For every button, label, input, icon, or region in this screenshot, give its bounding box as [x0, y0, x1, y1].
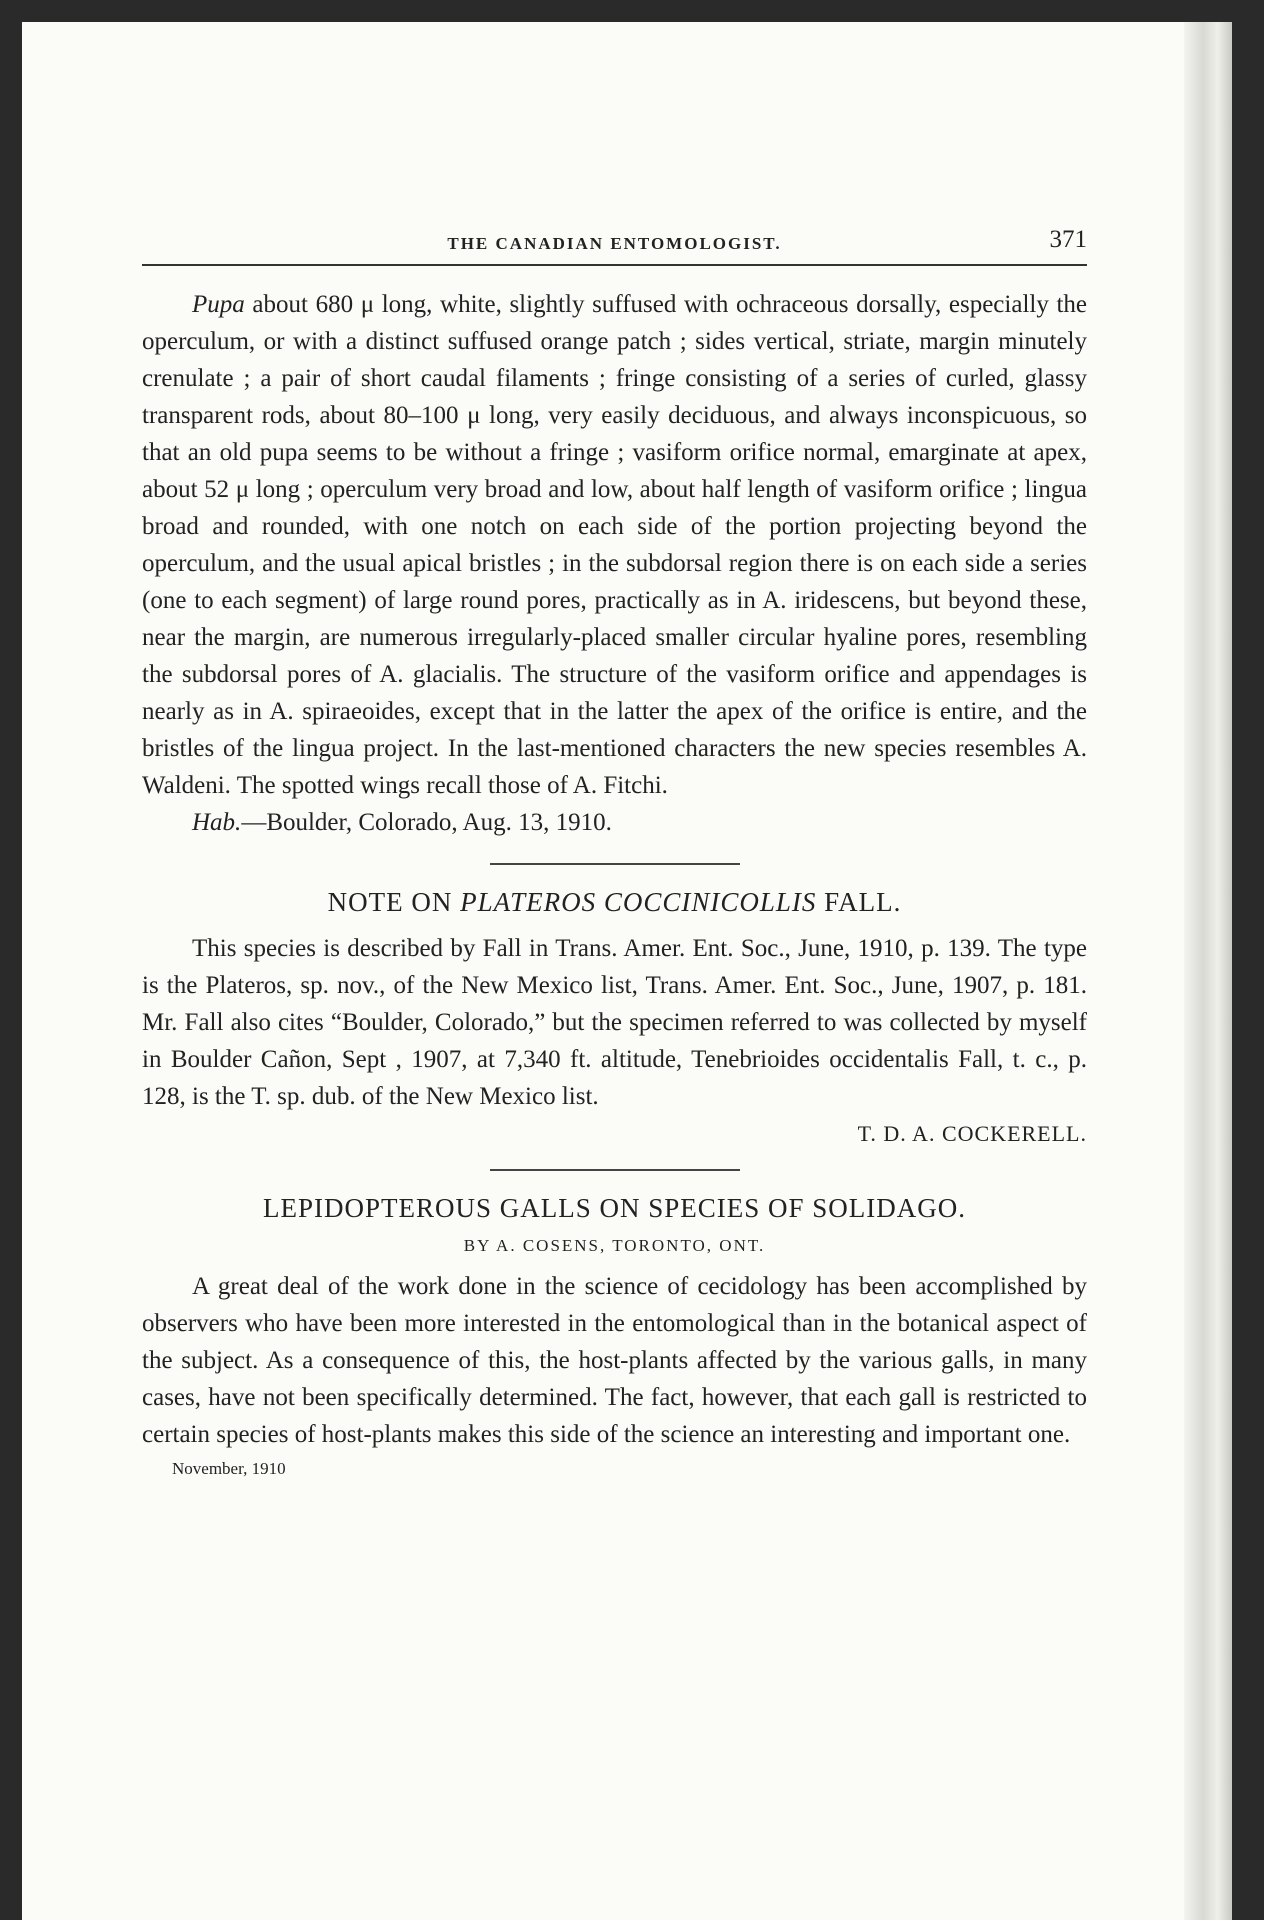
note-title-suffix: FALL. — [824, 887, 902, 917]
running-title: THE CANADIAN ENTOMOLOGIST. — [447, 234, 782, 253]
running-head — [142, 212, 1087, 256]
page-edge — [1184, 22, 1232, 1920]
note-signature: T. D. A. COCKERELL. — [857, 1121, 1087, 1146]
note-paragraph: This species is described by Fall in Trans. Amer. Ent. Soc., June, 1910, p. 139. The type is the Plateros, sp. nov., of the New Mexico list, Trans. Amer. Ent. Soc., June, 1907, p. 181. Mr. Fall also cites “Boulder, Colorado,” but the specimen referred to was collected by myself in Boulder Cañon, Sept , 1907, at 7,340 ft. altitude, Tenebrioides occidentalis Fall, t. c., p. 128, is the T. sp. dub. of the New Mexico list. — [142, 935, 1087, 1110]
pupa-lead: Pupa — [192, 291, 245, 318]
article-paragraph: A great deal of the work done in the science of cecidology has been accomplished by observers who have been more interested in the entomological than in the botanical aspect of the subject. As a consequence of this, the host-plants affected by the various galls, in many cases, have not been specifically determined. The fact, however, that each gall is restricted to certain species of host-plants makes this side of the science an interesting and important one. — [142, 1273, 1087, 1448]
note-title — [142, 887, 1087, 918]
habitat-paragraph — [142, 804, 1087, 841]
pupa-text: about 680 μ long, white, slightly suffused with ochraceous dorsally, especially the operculum, or with a distinct suffused orange patch ; sides vertical, striate, margin minutely crenulate ; a pair of short caudal filaments ; fringe consisting of a series of curled, glassy transparent rods, about 80–100 μ long, very easily deciduous, and always inconspicuous, so that an old pupa seems to be without a fringe ; vasiform orifice normal, emarginate at apex, about 52 μ long ; operculum very broad and low, about half length of vasiform orifice ; lingua broad and rounded, with one notch on each side of the portion projecting beyond the operculum, and the usual apical bristles ; in the subdorsal region there is on each side a series (one to each segment) of large round pores, practically as in A. iridescens, but beyond these, near the margin, are numerous irregularly-placed smaller circular hyaline pores, resembling the subdorsal pores of A. glacialis. The structure of the vasiform orifice and appendages is nearly as in A. spiraeoides, except that in the latter the apex of the orifice is entire, and the bristles of the lingua project. In the last-mentioned characters the new species resembles A. Waldeni. The spotted wings recall those of A. Fitchi. — [142, 291, 1087, 799]
page-content — [142, 212, 1087, 1479]
pupa-paragraph — [142, 286, 1087, 804]
journal-page — [22, 22, 1232, 1920]
note-title-species: PLATEROS COCCINICOLLIS — [460, 887, 817, 917]
habitat-lead: Hab. — [192, 809, 242, 836]
note-title-prefix: NOTE ON — [327, 887, 453, 917]
page-number: 371 — [1049, 226, 1087, 253]
section-divider — [490, 863, 740, 865]
footer-date: November, 1910 — [172, 1459, 286, 1478]
habitat-text: —Boulder, Colorado, Aug. 13, 1910. — [241, 809, 612, 836]
article-byline: BY A. COSENS, TORONTO, ONT. — [463, 1236, 766, 1255]
section-divider — [490, 1169, 740, 1171]
article-title: LEPIDOPTEROUS GALLS ON SPECIES OF SOLIDAGO. — [262, 1193, 967, 1223]
header-rule — [142, 264, 1087, 266]
